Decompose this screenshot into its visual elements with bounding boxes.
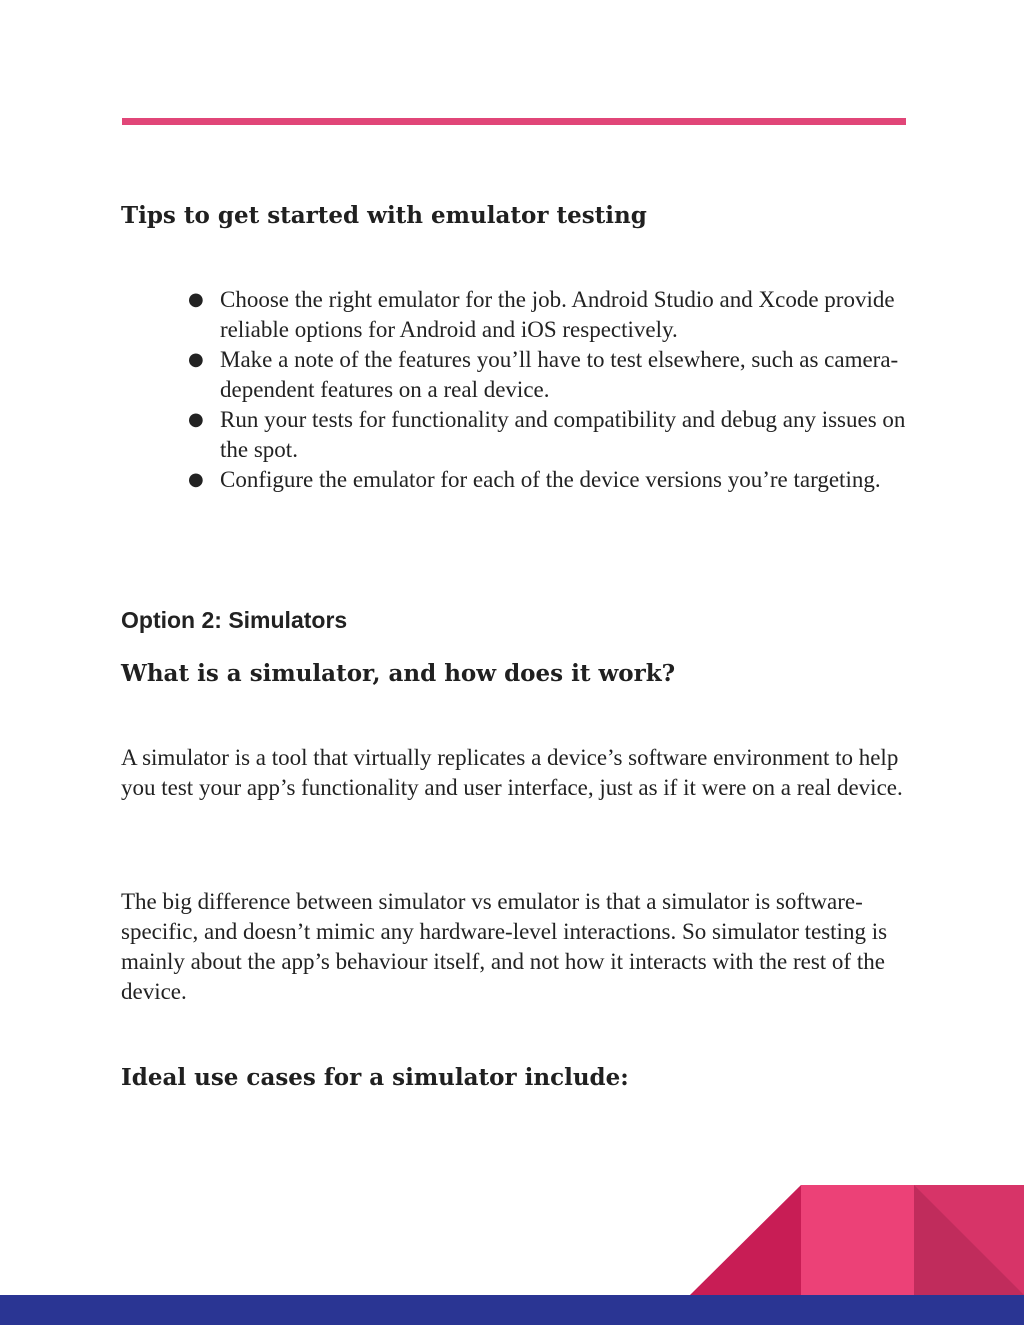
corner-decoration: [690, 1185, 1024, 1295]
bullet-icon: ●: [188, 289, 204, 310]
heading-tips: Tips to get started with emulator testing: [121, 202, 647, 229]
list-item: ● Run your tests for functionality and compatibility and debug any issues on the spot.: [188, 407, 906, 462]
footer-bar: [0, 1295, 1024, 1325]
top-accent-rule: [122, 118, 906, 125]
bullet-icon: ●: [188, 469, 204, 490]
bullet-icon: ●: [188, 349, 204, 370]
tips-list: [188, 285, 908, 495]
option-heading: Option 2: Simulators: [121, 607, 348, 633]
use-cases-heading: Ideal use cases for a simulator include:: [121, 1064, 629, 1091]
bullet-icon: ●: [188, 409, 204, 430]
list-item: ● Choose the right emulator for the job. Android Studio and Xcode provide reliable options for Android and iOS respectively.: [188, 287, 895, 342]
what-heading: What is a simulator, and how does it work?: [121, 660, 676, 687]
paragraph-simulator-definition: A simulator is a tool that virtually replicates a device’s software environment to help you test your app’s functionality and user interface, just as if it were on a real device.: [121, 745, 903, 800]
list-item: ● Make a note of the features you’ll have to test elsewhere, such as camera-dependent features on a real device.: [188, 347, 899, 402]
paragraph-simulator-vs-emulator: The big difference between simulator vs emulator is that a simulator is software-specific, and doesn’t mimic any hardware-level interactions. So simulator testing is mainly about the app’s behaviour itself, and not how it interacts with the rest of the device.: [121, 889, 888, 1004]
list-item: ● Configure the emulator for each of the device versions you’re targeting.: [188, 465, 908, 495]
